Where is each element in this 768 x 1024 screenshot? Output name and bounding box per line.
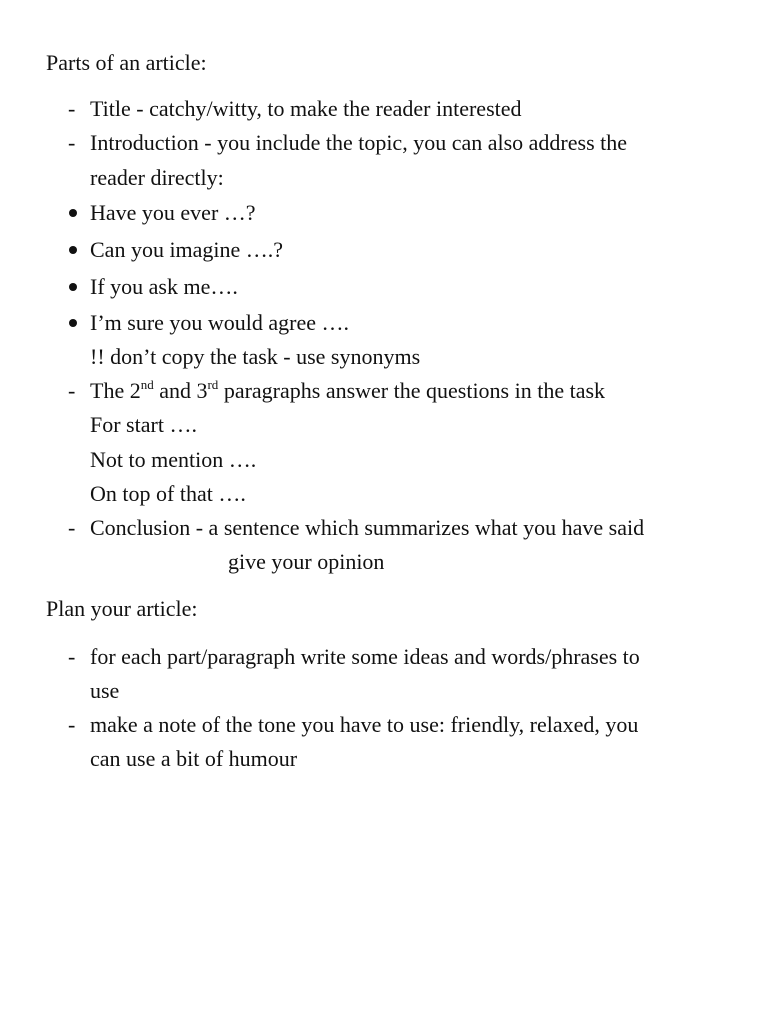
bullet-icon [69,209,77,217]
bullet-icon [69,283,77,291]
introduction-item-continued: reader directly: [90,165,224,190]
bullet-icon [69,319,77,327]
plan-item-continued: use [90,678,120,703]
introduction-item: Introduction - you include the topic, you can also address the [90,130,628,155]
bullet-item: I’m sure you would agree …. [90,310,350,335]
dash-marker: - [68,712,76,737]
conclusion-item-continued: give your opinion [228,549,385,574]
title-item: Title - catchy/witty, to make the reader interested [90,96,522,121]
warning-note: !! don’t copy the task - use synonyms [90,344,421,369]
plan-item: make a note of the tone you have to use: friendly, relaxed, you [90,712,639,737]
paragraphs-text-part2: and 3 [153,378,208,403]
dash-marker: - [68,96,76,121]
dash-marker: - [68,515,76,540]
bullet-icon [69,246,77,254]
paragraphs-item [90,378,605,404]
bullet-item: Can you imagine ….? [90,237,284,262]
paragraphs-text-part1: The 2 [90,378,141,403]
ordinal-suffix: rd [207,376,219,392]
dash-marker: - [68,644,76,669]
bullet-item: If you ask me…. [90,274,238,299]
section-heading-plan: Plan your article: [46,596,198,621]
phrase-line: On top of that …. [90,481,246,506]
dash-marker: - [68,130,76,155]
conclusion-item: Conclusion - a sentence which summarizes what you have said [90,515,645,540]
plan-item-continued: can use a bit of humour [90,746,298,771]
phrase-line: Not to mention …. [90,447,257,472]
dash-marker: - [68,378,76,403]
paragraphs-text-part3: paragraphs answer the questions in the task [218,378,606,403]
plan-item: for each part/paragraph write some ideas and words/phrases to [90,644,640,669]
bullet-item: Have you ever …? [90,200,256,225]
section-heading-parts: Parts of an article: [46,50,207,75]
ordinal-suffix: nd [140,376,154,392]
phrase-line: For start …. [90,412,197,437]
